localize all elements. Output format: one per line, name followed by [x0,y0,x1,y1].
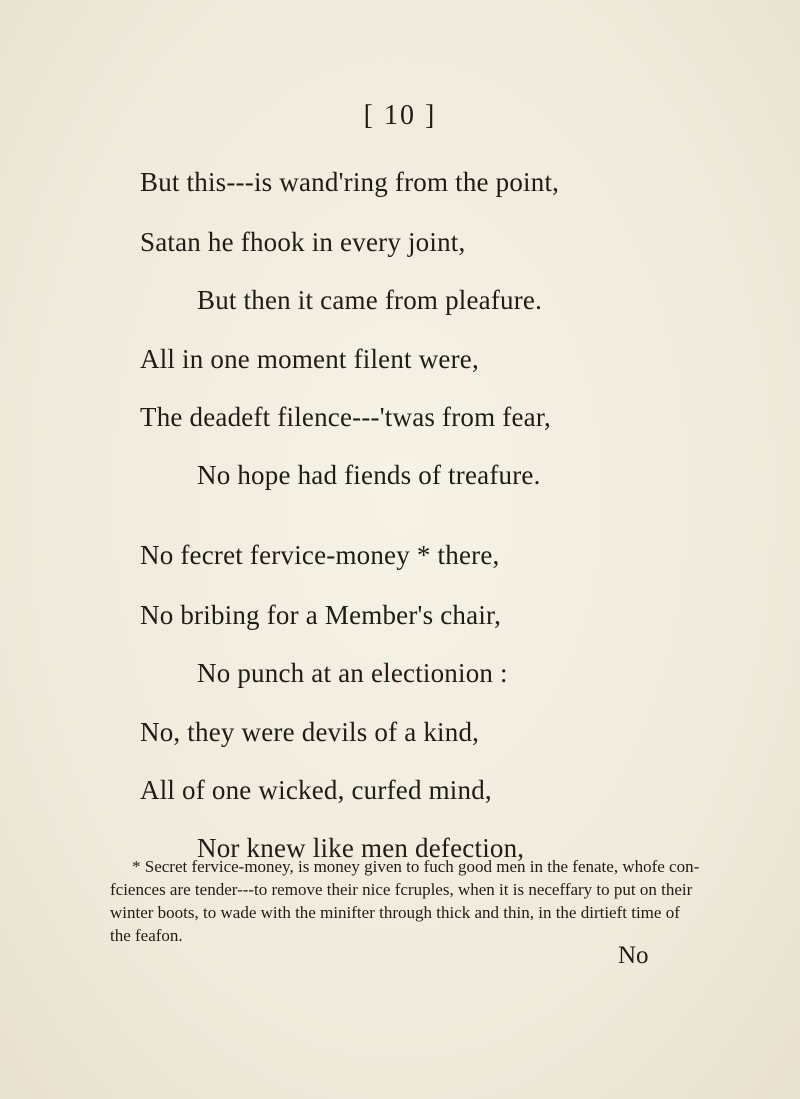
verse-line: No fecret fervice-money * there, [140,540,500,570]
footnote [110,855,700,947]
verse-line: All in one moment filent were, [140,344,479,374]
footnote-line: the feafon. [110,926,183,945]
verse-line: But then it came from pleafure. [197,285,543,315]
verse-line: All of one wicked, curfed mind, [140,775,492,805]
verse-line: Nor knew like men defection, [197,833,525,863]
verse-line: The deadeft filence---'twas from fear, [140,402,551,432]
page-number-header: [ 10 ] [363,100,437,131]
verse-line: No punch at an electionion : [197,658,508,688]
footnote-line: winter boots, to wade with the minifter through thick and thin, in the dirtieft time of [110,903,680,922]
verse-line: No hope had fiends of treafure. [197,460,541,490]
verse-line: But this---is wand'ring from the point, [140,167,560,197]
verse-line: No bribing for a Member's chair, [140,600,502,630]
verse-line: Satan he fhook in every joint, [140,227,466,257]
footnote-line: * Secret fervice-money, is money given to fuch good men in the fenate, whofe con- [132,857,700,876]
verse-line: No, they were devils of a kind, [140,717,480,747]
footnote-line: fciences are tender---to remove their nice fcruples, when it is neceffary to put on their [110,880,693,899]
catchword: No [618,942,649,969]
